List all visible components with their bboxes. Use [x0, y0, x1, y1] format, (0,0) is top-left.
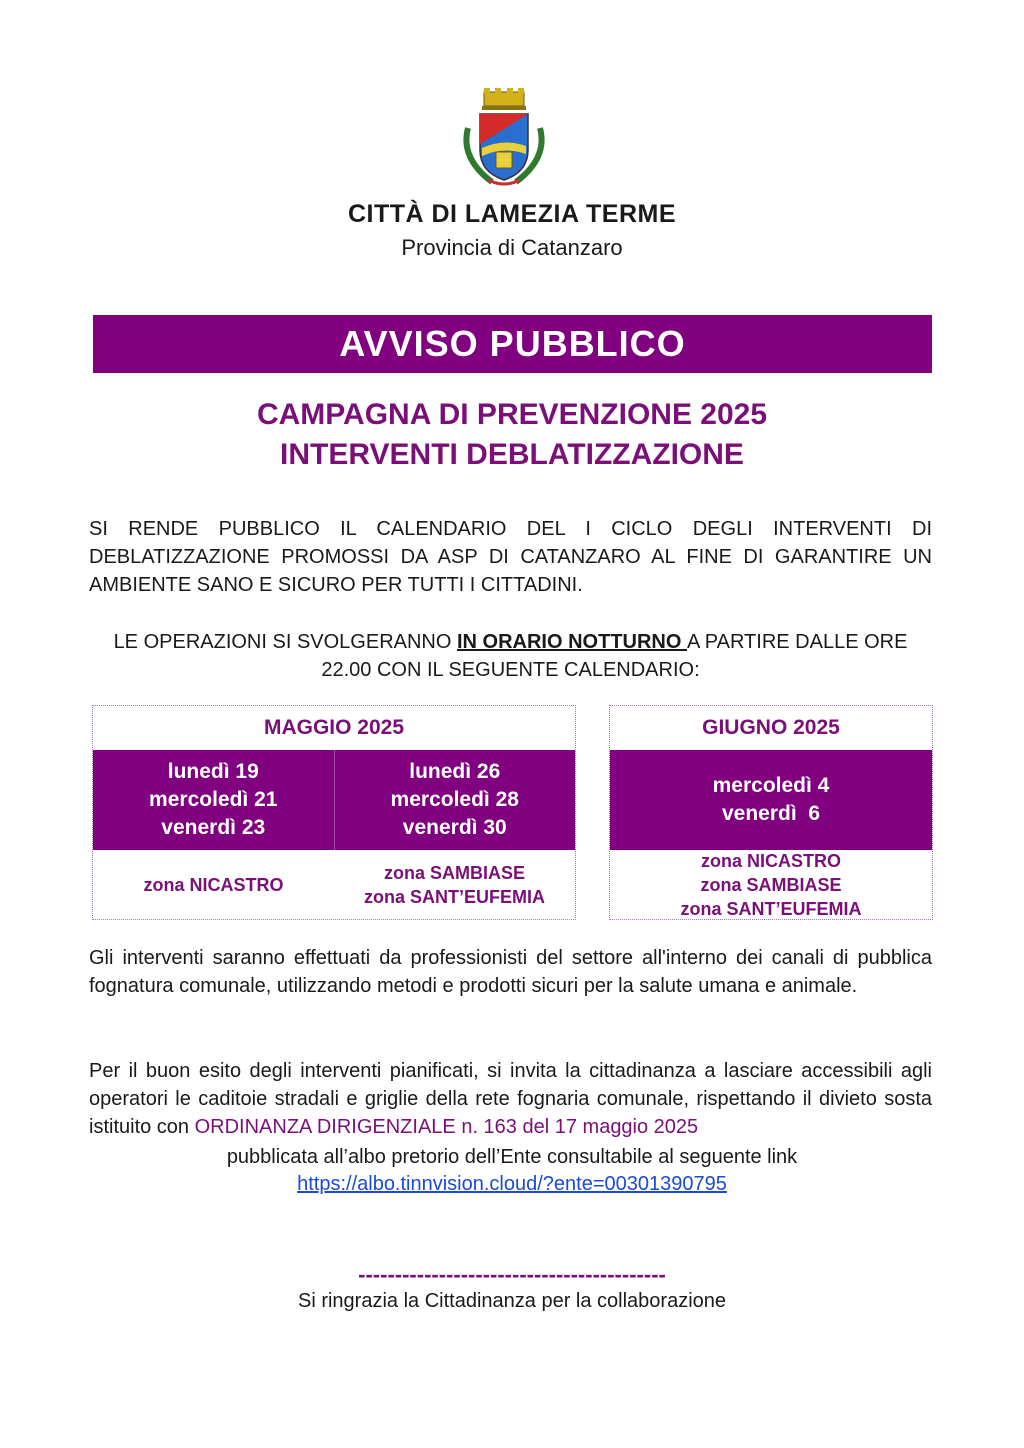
albo-link-container: [0, 1170, 1024, 1198]
campaign-subtitle: INTERVENTI DEBLATIZZAZIONE: [280, 438, 744, 471]
day-entry: lunedì 26: [409, 760, 501, 783]
may-calendar: [92, 705, 576, 920]
june-days-col1: [610, 750, 932, 850]
zone-entry: zona NICASTRO: [700, 850, 841, 871]
june-zones-col1: [610, 850, 932, 919]
published-note: pubblicata all’albo pretorio dell’Ente consultabile al seguente link: [226, 1146, 798, 1168]
june-days-band: [610, 750, 932, 850]
may-days-band: [93, 750, 575, 850]
day-entry: venerdì 30: [402, 816, 507, 839]
may-zones-col2: [334, 850, 575, 919]
interventions-paragraph: Gli interventi saranno effettuati da professionisti del settore all'interno dei canali di pubblica fognatura comunale, utilizzando metodi e prodotti sicuri per la salute umana e animale.: [89, 947, 932, 997]
june-title: GIUGNO 2025: [702, 716, 840, 739]
instructions-paragraph: [89, 1057, 932, 1141]
zone-entry: zona NICASTRO: [143, 874, 284, 895]
operations-text-after: A PARTIRE DALLE ORE 22.00 CON IL SEGUENTE CALENDARIO:: [321, 631, 908, 681]
notice-banner: AVVISO PUBBLICO: [93, 315, 932, 373]
operations-text-before: LE OPERAZIONI SI SVOLGERANNO: [113, 631, 457, 653]
province-name: Provincia di Catanzaro: [401, 235, 623, 260]
separator-line: ------------------------------------------: [358, 1262, 666, 1287]
ordinance-reference: ORDINANZA DIRIGENZIALE n. 163 del 17 maggio 2025: [194, 1116, 699, 1138]
zone-entry: zona SAMBIASE: [700, 874, 842, 895]
city-name: CITTÀ DI LAMEZIA TERME: [347, 200, 677, 228]
may-days-col2: [335, 750, 576, 850]
operations-paragraph: [89, 628, 932, 684]
zone-entry: zona SAMBIASE: [383, 862, 525, 883]
may-title: MAGGIO 2025: [263, 716, 405, 739]
zone-entry: zona SANT’EUFEMIA: [363, 886, 545, 907]
may-zones: [93, 850, 575, 919]
day-entry: venerdì 6: [721, 802, 821, 825]
may-zones-col1: [93, 850, 334, 919]
day-entry: mercoledì 21: [149, 788, 278, 811]
thanks-note: Si ringrazia la Cittadinanza per la collaborazione: [297, 1290, 727, 1312]
day-entry: lunedì 19: [167, 760, 259, 783]
city-crest-icon: [452, 88, 556, 192]
night-hours-highlight: IN ORARIO NOTTURNO: [456, 631, 687, 653]
june-zones: [610, 850, 932, 919]
may-days-col1: [93, 750, 335, 850]
day-entry: venerdì 23: [161, 816, 266, 839]
albo-link[interactable]: https://albo.tinnvision.cloud/?ente=00301390795: [297, 1173, 727, 1195]
june-calendar: [609, 705, 933, 920]
day-entry: mercoledì 4: [712, 774, 830, 797]
day-entry: mercoledì 28: [390, 788, 519, 811]
instructions-text: Per il buon esito degli interventi pianificati, si invita la cittadinanza a lasciare accessibili agli operatori le caditoie stradali e griglie della rete fognaria comunale, rispettando il divieto sosta istituito con: [89, 1060, 932, 1138]
zone-entry: zona SANT’EUFEMIA: [680, 898, 862, 919]
intro-paragraph: SI RENDE PUBBLICO IL CALENDARIO DEL I CICLO DEGLI INTERVENTI DI DEBLATIZZAZIONE PROMOSSI DA ASP DI CATANZARO AL FINE DI GARANTIRE UN AMBIENTE SANO E SICURO PER TUTTI I CITTADINI.: [89, 518, 932, 596]
campaign-title: CAMPAGNA DI PREVENZIONE 2025: [256, 398, 768, 431]
